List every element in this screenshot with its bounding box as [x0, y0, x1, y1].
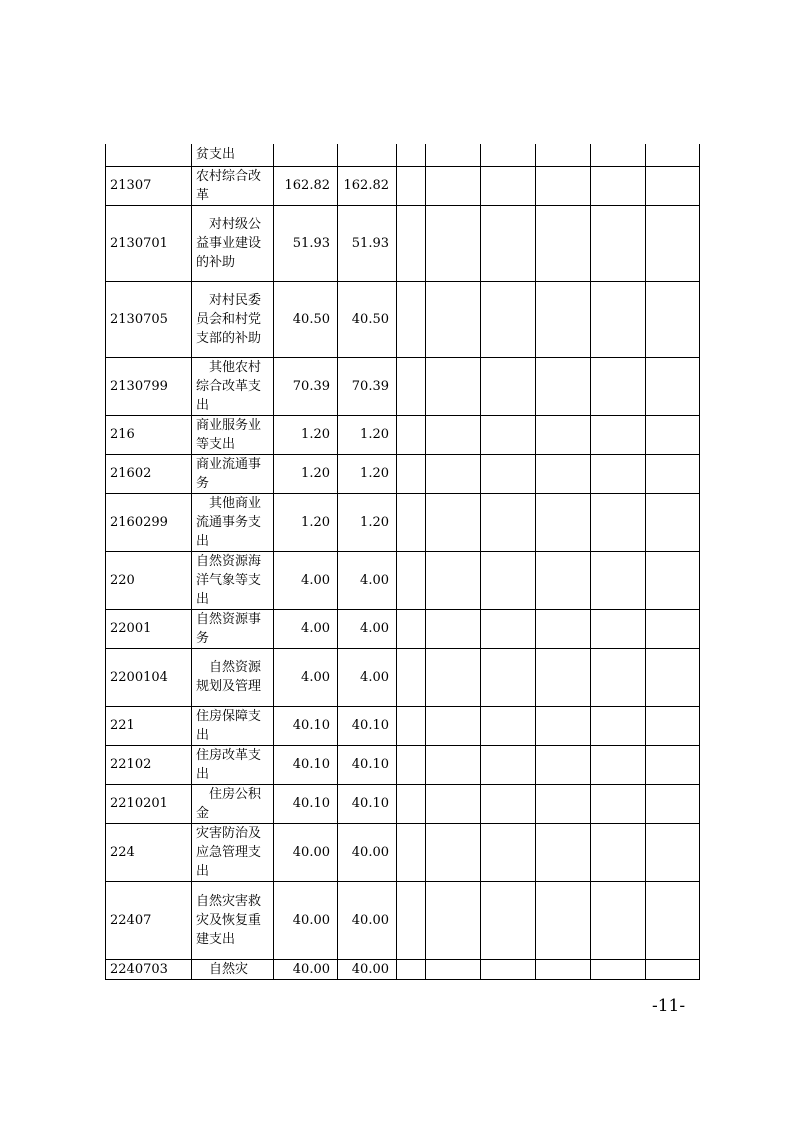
empty-cell	[591, 881, 646, 959]
empty-cell	[481, 454, 536, 493]
empty-cell	[481, 357, 536, 415]
empty-cell	[646, 205, 700, 281]
basic-expenditure-cell	[338, 454, 397, 493]
subject-name-cell-text: 住房保障支出	[196, 708, 262, 743]
subject-name-cell	[192, 551, 274, 609]
empty-cell	[481, 959, 536, 979]
subject-code-cell	[106, 706, 192, 745]
empty-cell	[646, 823, 700, 881]
basic-expenditure-cell-text: 40.00	[351, 912, 389, 928]
subject-code-cell-text: 216	[110, 427, 135, 442]
total-amount-cell-text: 40.00	[292, 844, 330, 860]
empty-cell	[646, 609, 700, 648]
empty-cell	[426, 959, 481, 979]
subject-name-cell-text: 其他农村综合改革支出	[196, 359, 262, 413]
empty-cell	[481, 609, 536, 648]
subject-name-cell-text: 贫支出	[196, 147, 236, 163]
basic-expenditure-cell	[338, 144, 397, 166]
empty-cell	[397, 609, 426, 648]
subject-name-cell	[192, 706, 274, 745]
empty-cell	[591, 493, 646, 551]
table-row	[106, 357, 700, 415]
empty-cell	[426, 823, 481, 881]
empty-cell	[426, 784, 481, 823]
empty-cell	[536, 609, 591, 648]
empty-cell	[397, 281, 426, 357]
empty-cell	[481, 166, 536, 205]
empty-cell	[646, 648, 700, 706]
subject-name-cell-text: 自然灾	[209, 961, 249, 977]
subject-code-cell-text: 22407	[110, 912, 152, 928]
total-amount-cell-text: 40.00	[292, 912, 330, 928]
empty-cell	[591, 784, 646, 823]
empty-cell	[426, 493, 481, 551]
basic-expenditure-cell-text: 4.00	[360, 572, 389, 588]
empty-cell	[646, 959, 700, 979]
basic-expenditure-cell-text: 1.20	[360, 514, 389, 530]
basic-expenditure-cell-text: 1.20	[360, 427, 389, 442]
empty-cell	[426, 609, 481, 648]
subject-name-cell	[192, 784, 274, 823]
basic-expenditure-cell-text: 70.39	[351, 378, 389, 394]
empty-cell	[591, 205, 646, 281]
subject-code-cell	[106, 144, 192, 166]
empty-cell	[397, 166, 426, 205]
table-row	[106, 166, 700, 205]
empty-cell	[426, 551, 481, 609]
basic-expenditure-cell	[338, 959, 397, 979]
empty-cell	[536, 959, 591, 979]
subject-code-cell-text: 22102	[110, 757, 152, 772]
empty-cell	[481, 784, 536, 823]
subject-code-cell-text: 2160299	[110, 514, 168, 530]
subject-name-cell	[192, 745, 274, 784]
subject-name-cell-text: 商业服务业等支出	[196, 417, 262, 452]
total-amount-cell-text: 40.10	[292, 757, 330, 772]
table-row	[106, 784, 700, 823]
empty-cell	[397, 959, 426, 979]
subject-name-cell-text: 自然资源海洋气象等支出	[196, 553, 262, 607]
empty-cell	[591, 357, 646, 415]
basic-expenditure-cell	[338, 648, 397, 706]
subject-code-cell	[106, 454, 192, 493]
empty-cell	[536, 454, 591, 493]
empty-cell	[426, 281, 481, 357]
basic-expenditure-cell-text: 40.00	[351, 961, 389, 977]
total-amount-cell-text: 1.20	[301, 466, 330, 481]
subject-code-cell	[106, 166, 192, 205]
empty-cell	[591, 281, 646, 357]
table-row	[106, 144, 700, 166]
empty-cell	[646, 415, 700, 454]
empty-cell	[481, 551, 536, 609]
empty-cell	[536, 648, 591, 706]
empty-cell	[536, 881, 591, 959]
empty-cell	[591, 144, 646, 166]
subject-name-cell	[192, 205, 274, 281]
subject-code-cell	[106, 784, 192, 823]
empty-cell	[397, 415, 426, 454]
empty-cell	[646, 144, 700, 166]
subject-code-cell	[106, 745, 192, 784]
subject-name-cell	[192, 144, 274, 166]
total-amount-cell	[274, 784, 338, 823]
empty-cell	[591, 415, 646, 454]
subject-name-cell	[192, 415, 274, 454]
empty-cell	[591, 823, 646, 881]
empty-cell	[426, 144, 481, 166]
basic-expenditure-cell	[338, 745, 397, 784]
empty-cell	[646, 357, 700, 415]
subject-name-cell	[192, 493, 274, 551]
basic-expenditure-cell-text: 4.00	[360, 621, 389, 636]
subject-name-cell-text: 其他商业流通事务支出	[196, 495, 262, 549]
total-amount-cell	[274, 357, 338, 415]
total-amount-cell	[274, 166, 338, 205]
subject-code-cell-text: 2130799	[110, 378, 168, 394]
subject-code-cell	[106, 959, 192, 979]
basic-expenditure-cell	[338, 784, 397, 823]
total-amount-cell-text: 4.00	[301, 669, 330, 685]
empty-cell	[591, 166, 646, 205]
subject-code-cell	[106, 205, 192, 281]
empty-cell	[426, 357, 481, 415]
subject-name-cell-text: 自然资源事务	[196, 611, 262, 646]
basic-expenditure-cell-text: 40.00	[351, 844, 389, 860]
empty-cell	[646, 166, 700, 205]
basic-expenditure-cell-text: 4.00	[360, 669, 389, 685]
empty-cell	[591, 454, 646, 493]
total-amount-cell-text: 1.20	[301, 514, 330, 530]
subject-code-cell-text: 21307	[110, 178, 152, 193]
empty-cell	[646, 784, 700, 823]
subject-name-cell	[192, 959, 274, 979]
subject-code-cell-text: 2240703	[110, 961, 168, 977]
subject-code-cell	[106, 281, 192, 357]
table-row	[106, 745, 700, 784]
table-row	[106, 609, 700, 648]
empty-cell	[646, 281, 700, 357]
empty-cell	[481, 881, 536, 959]
subject-name-cell	[192, 881, 274, 959]
table-row	[106, 415, 700, 454]
basic-expenditure-cell	[338, 357, 397, 415]
basic-expenditure-cell-text: 40.10	[351, 796, 389, 811]
total-amount-cell	[274, 551, 338, 609]
subject-code-cell	[106, 609, 192, 648]
total-amount-cell-text: 40.00	[292, 961, 330, 977]
total-amount-cell	[274, 454, 338, 493]
basic-expenditure-cell-text: 40.10	[351, 718, 389, 733]
total-amount-cell	[274, 959, 338, 979]
empty-cell	[397, 357, 426, 415]
empty-cell	[397, 784, 426, 823]
basic-expenditure-cell	[338, 609, 397, 648]
empty-cell	[397, 454, 426, 493]
subject-name-cell-text: 对村民委员会和村党支部的补助	[196, 292, 262, 346]
empty-cell	[536, 415, 591, 454]
table-row	[106, 823, 700, 881]
subject-name-cell-text: 住房改革支出	[196, 747, 262, 782]
empty-cell	[481, 493, 536, 551]
subject-name-cell	[192, 166, 274, 205]
total-amount-cell-text: 162.82	[284, 178, 330, 193]
empty-cell	[536, 823, 591, 881]
basic-expenditure-cell	[338, 415, 397, 454]
empty-cell	[397, 551, 426, 609]
empty-cell	[481, 745, 536, 784]
empty-cell	[536, 205, 591, 281]
empty-cell	[536, 745, 591, 784]
table-row	[106, 281, 700, 357]
basic-expenditure-cell	[338, 706, 397, 745]
empty-cell	[426, 166, 481, 205]
basic-expenditure-cell	[338, 881, 397, 959]
subject-code-cell	[106, 823, 192, 881]
basic-expenditure-cell	[338, 281, 397, 357]
total-amount-cell-text: 51.93	[292, 235, 330, 251]
total-amount-cell-text: 70.39	[292, 378, 330, 394]
table-row	[106, 648, 700, 706]
table-row	[106, 881, 700, 959]
subject-name-cell-text: 自然资源规划及管理	[196, 660, 262, 694]
total-amount-cell-text: 40.10	[292, 796, 330, 811]
empty-cell	[397, 648, 426, 706]
empty-cell	[481, 144, 536, 166]
subject-name-cell-text: 自然灾害救灾及恢复重建支出	[196, 893, 262, 947]
empty-cell	[481, 706, 536, 745]
subject-code-cell	[106, 551, 192, 609]
empty-cell	[426, 205, 481, 281]
subject-name-cell-text: 住房公积金	[196, 786, 262, 821]
subject-name-cell-text: 商业流通事务	[196, 456, 262, 491]
total-amount-cell-text: 40.10	[292, 718, 330, 733]
subject-code-cell	[106, 648, 192, 706]
total-amount-cell	[274, 144, 338, 166]
empty-cell	[397, 745, 426, 784]
empty-cell	[646, 551, 700, 609]
empty-cell	[536, 144, 591, 166]
empty-cell	[397, 823, 426, 881]
subject-code-cell-text: 220	[110, 572, 135, 588]
empty-cell	[481, 205, 536, 281]
total-amount-cell	[274, 745, 338, 784]
table-row	[106, 959, 700, 979]
empty-cell	[426, 415, 481, 454]
empty-cell	[536, 281, 591, 357]
empty-cell	[397, 881, 426, 959]
subject-code-cell-text: 21602	[110, 466, 152, 481]
subject-code-cell-text: 221	[110, 718, 135, 733]
empty-cell	[591, 745, 646, 784]
empty-cell	[591, 959, 646, 979]
total-amount-cell-text: 4.00	[301, 572, 330, 588]
basic-expenditure-cell-text: 40.50	[351, 311, 389, 327]
empty-cell	[481, 823, 536, 881]
table-row	[106, 493, 700, 551]
subject-name-cell-text: 对村级公益事业建设的补助	[196, 216, 262, 270]
subject-code-cell-text: 2210201	[110, 796, 168, 811]
empty-cell	[591, 706, 646, 745]
empty-cell	[646, 706, 700, 745]
subject-name-cell-text: 农村综合改革	[196, 168, 262, 203]
empty-cell	[536, 551, 591, 609]
empty-cell	[397, 706, 426, 745]
total-amount-cell	[274, 823, 338, 881]
subject-code-cell	[106, 415, 192, 454]
basic-expenditure-cell	[338, 493, 397, 551]
empty-cell	[536, 784, 591, 823]
table-row	[106, 454, 700, 493]
subject-code-cell	[106, 493, 192, 551]
empty-cell	[591, 551, 646, 609]
subject-code-cell	[106, 881, 192, 959]
total-amount-cell	[274, 493, 338, 551]
subject-name-cell	[192, 281, 274, 357]
empty-cell	[481, 415, 536, 454]
basic-expenditure-cell-text: 51.93	[351, 235, 389, 251]
total-amount-cell-text: 4.00	[301, 621, 330, 636]
subject-code-cell	[106, 357, 192, 415]
basic-expenditure-cell-text: 1.20	[360, 466, 389, 481]
empty-cell	[426, 454, 481, 493]
table-row	[106, 706, 700, 745]
total-amount-cell	[274, 648, 338, 706]
basic-expenditure-cell	[338, 205, 397, 281]
subject-name-cell	[192, 648, 274, 706]
total-amount-cell	[274, 609, 338, 648]
subject-name-cell	[192, 454, 274, 493]
total-amount-cell-text: 1.20	[301, 427, 330, 442]
empty-cell	[397, 493, 426, 551]
total-amount-cell	[274, 205, 338, 281]
basic-expenditure-cell	[338, 551, 397, 609]
empty-cell	[426, 706, 481, 745]
empty-cell	[536, 166, 591, 205]
basic-expenditure-cell-text: 40.10	[351, 757, 389, 772]
table-row	[106, 551, 700, 609]
total-amount-cell	[274, 881, 338, 959]
empty-cell	[481, 281, 536, 357]
subject-name-cell	[192, 823, 274, 881]
subject-name-cell	[192, 357, 274, 415]
basic-expenditure-cell-text: 162.82	[343, 178, 389, 193]
empty-cell	[426, 881, 481, 959]
subject-name-cell-text: 灾害防治及应急管理支出	[196, 825, 262, 879]
empty-cell	[536, 706, 591, 745]
empty-cell	[481, 648, 536, 706]
budget-table	[105, 144, 700, 980]
empty-cell	[646, 881, 700, 959]
subject-code-cell-text: 224	[110, 844, 135, 860]
empty-cell	[397, 144, 426, 166]
page-number: -11-	[652, 996, 686, 1016]
basic-expenditure-cell	[338, 823, 397, 881]
subject-code-cell-text: 2200104	[110, 669, 168, 685]
total-amount-cell	[274, 415, 338, 454]
empty-cell	[591, 609, 646, 648]
empty-cell	[646, 745, 700, 784]
subject-code-cell-text: 22001	[110, 621, 152, 636]
basic-expenditure-cell	[338, 166, 397, 205]
empty-cell	[646, 454, 700, 493]
table-row	[106, 205, 700, 281]
subject-code-cell-text: 2130705	[110, 311, 168, 327]
total-amount-cell	[274, 281, 338, 357]
total-amount-cell-text: 40.50	[292, 311, 330, 327]
table-body	[106, 144, 700, 979]
empty-cell	[591, 648, 646, 706]
empty-cell	[536, 493, 591, 551]
empty-cell	[646, 493, 700, 551]
empty-cell	[397, 205, 426, 281]
subject-name-cell	[192, 609, 274, 648]
empty-cell	[426, 745, 481, 784]
empty-cell	[536, 357, 591, 415]
subject-code-cell-text: 2130701	[110, 235, 168, 251]
total-amount-cell	[274, 706, 338, 745]
empty-cell	[426, 648, 481, 706]
